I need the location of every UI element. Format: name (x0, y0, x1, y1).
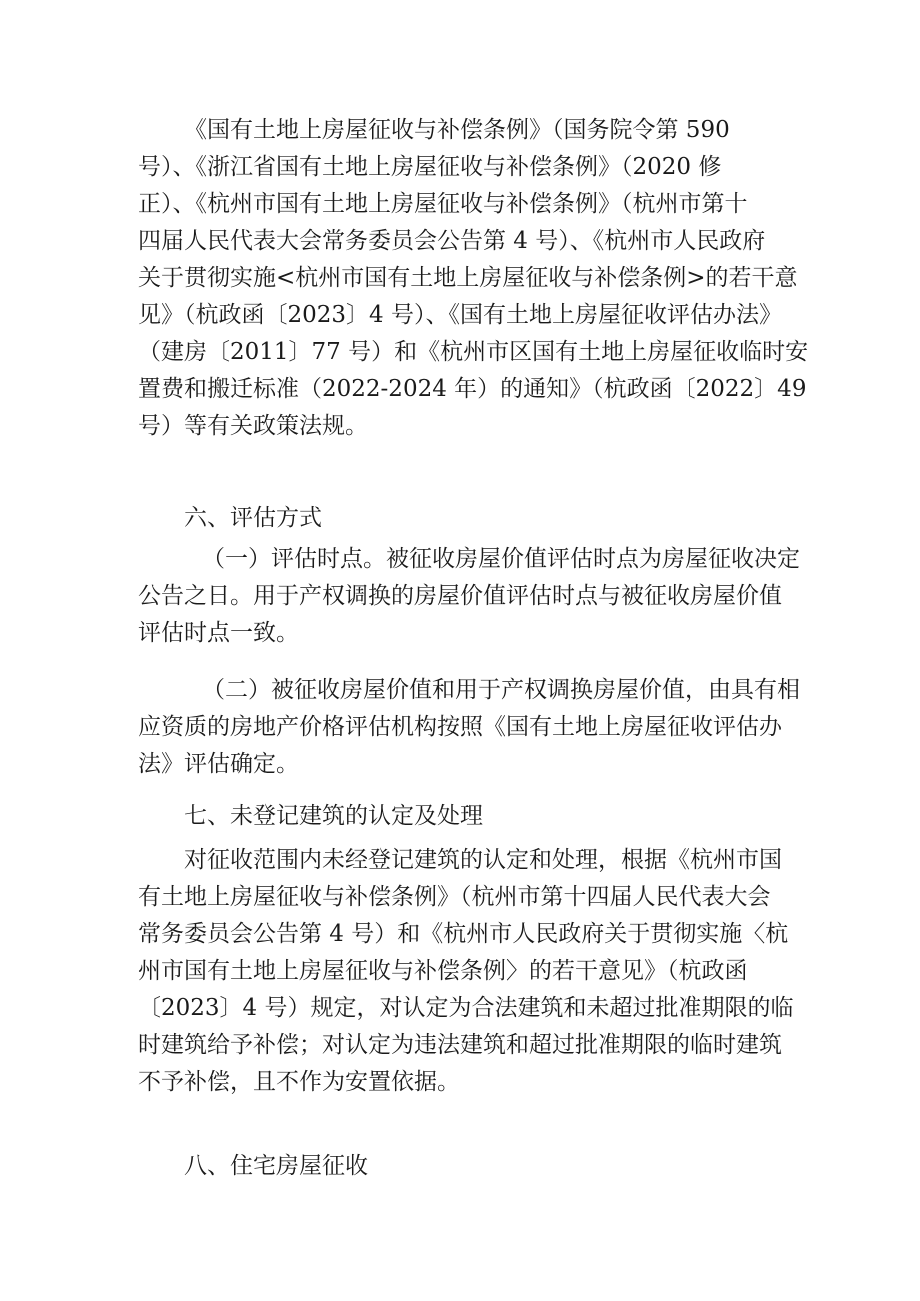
paragraph-line: 评估时点一致。 (138, 620, 299, 646)
paragraph-line: 号）、《浙江省国有土地上房屋征收与补偿条例》（2020 修 (138, 154, 722, 180)
paragraph-line: 法》评估确定。 (138, 751, 299, 777)
paragraph-line: （一）评估时点。被征收房屋价值评估时点为房屋征收决定 (202, 546, 800, 572)
paragraph-line: 《国有土地上房屋征收与补偿条例》（国务院令第 590 (184, 117, 730, 143)
paragraph-line: 州市国有土地上房屋征收与补偿条例〉的若干意见》（杭政函 (138, 958, 748, 984)
paragraph-evaluation-time (138, 541, 800, 652)
section-heading-unregistered-buildings: 七、未登记建筑的认定及处理 (184, 803, 483, 829)
paragraph-line: （建房〔2011〕77 号）和《杭州市区国有土地上房屋征收临时安 (138, 339, 809, 365)
section-heading-residential-expropriation: 八、住宅房屋征收 (184, 1153, 368, 1179)
paragraph-line: 时建筑给予补偿；对认定为违法建筑和超过批准期限的临时建筑 (138, 1032, 782, 1058)
paragraph-line: 号）等有关政策法规。 (138, 413, 368, 439)
paragraph-line: 有土地上房屋征收与补偿条例》（杭州市第十四届人民代表大会 (138, 884, 771, 910)
paragraph-line: 关于贯彻实施<杭州市国有土地上房屋征收与补偿条例>的若干意 (138, 265, 798, 291)
paragraph-unregistered-buildings (138, 842, 794, 1101)
paragraph-line: 不予补偿，且不作为安置依据。 (138, 1069, 460, 1095)
paragraph-line: 对征收范围内未经登记建筑的认定和处理，根据《杭州市国 (184, 847, 782, 873)
paragraph-line: 公告之日。用于产权调换的房屋价值评估时点与被征收房屋价值 (138, 583, 782, 609)
paragraph-laws (138, 112, 809, 445)
paragraph-line: 正）、《杭州市国有土地上房屋征收与补偿条例》（杭州市第十 (138, 191, 748, 217)
paragraph-line: 置费和搬迁标准（2022-2024 年）的通知》（杭政函〔2022〕49 (138, 376, 807, 402)
paragraph-line: （二）被征收房屋价值和用于产权调换房屋价值，由具有相 (202, 677, 800, 703)
paragraph-line: 见》（杭政函〔2023〕4 号）、《国有土地上房屋征收评估办法》 (138, 302, 782, 328)
paragraph-evaluation-agency (138, 672, 800, 783)
paragraph-line: 应资质的房地产价格评估机构按照《国有土地上房屋征收评估办 (138, 714, 782, 740)
paragraph-line: 常务委员会公告第 4 号）和《杭州市人民政府关于贯彻实施〈杭 (138, 921, 789, 947)
section-heading-evaluation-method: 六、评估方式 (184, 505, 322, 531)
paragraph-line: 四届人民代表大会常务委员会公告第 4 号）、《杭州市人民政府 (138, 228, 766, 254)
paragraph-line: 〔2023〕4 号）规定，对认定为合法建筑和未超过批准期限的临 (138, 995, 794, 1021)
